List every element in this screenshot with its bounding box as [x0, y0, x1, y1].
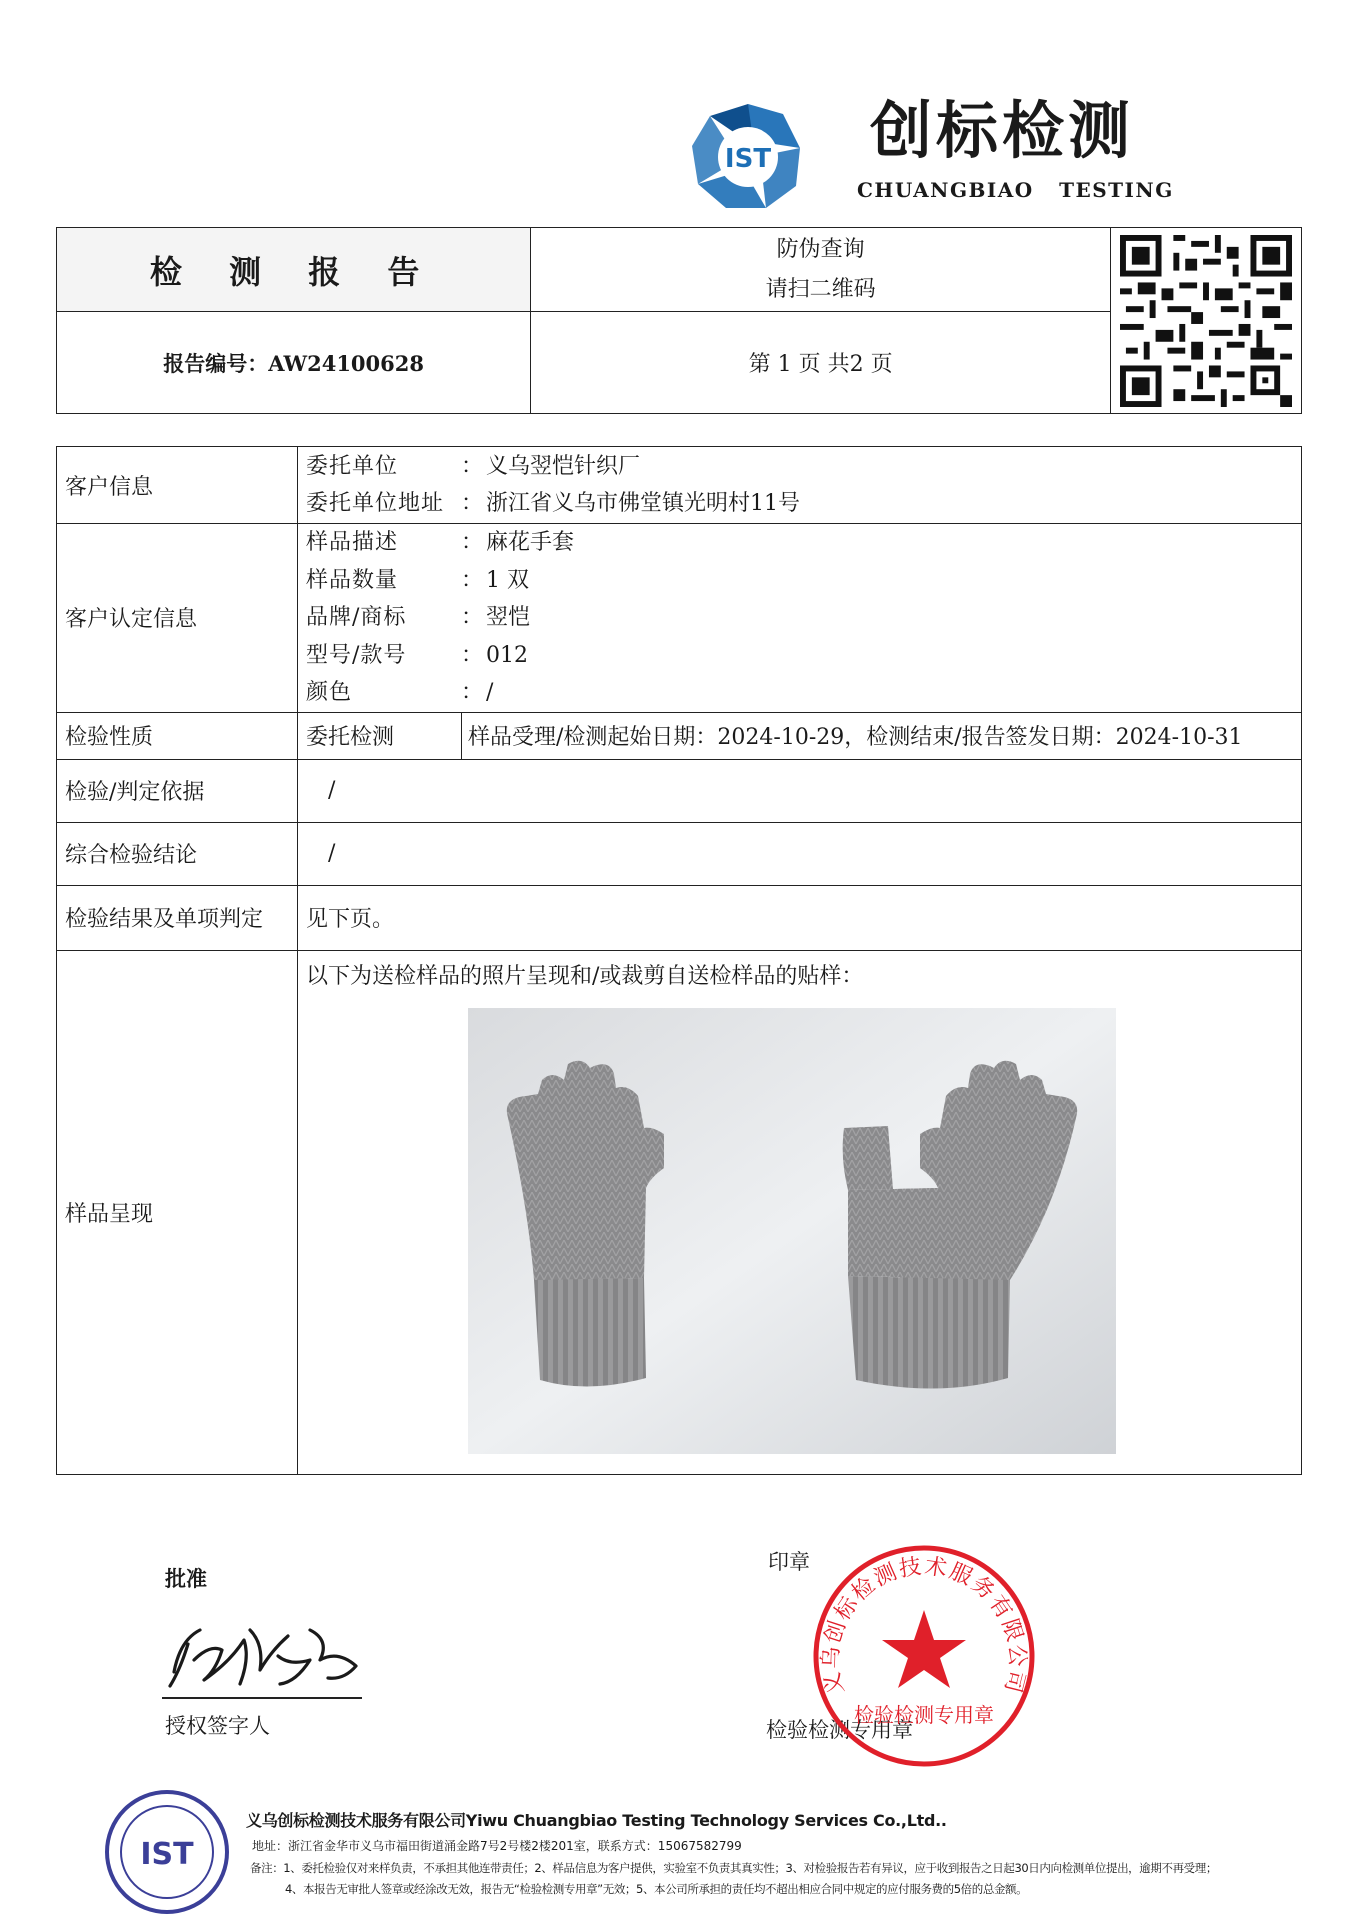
confirmed-row: 样品描述 ： 麻花手套: [306, 530, 575, 555]
signature: [160, 1600, 370, 1700]
confirmed-info-label: 客户认定信息: [57, 524, 298, 713]
svg-text:IST: IST: [140, 1837, 194, 1872]
footer-note-1: 备注：1、委托检验仅对来样负责，不承担其他连带责任；2、样品信息为客户提供，实验室不负责其真实性；3、对检验报告若有异议，应于收到报告之日起30日内向检测单位提出，逾期不再受理；: [250, 1861, 1217, 1875]
report-title: 检 测 报 告: [57, 228, 531, 312]
inspection-dates: 样品受理/检测起始日期：2024-10-29，检测结束/报告签发日期：2024-10-31: [462, 712, 1302, 759]
approve-label: 批准: [165, 1566, 207, 1591]
basis-value: /: [298, 759, 1302, 822]
client-row: 委托单位地址 ： 浙江省义乌市佛堂镇光明村11号: [306, 491, 800, 516]
confirmed-row: 颜色 ： /: [306, 680, 494, 705]
brand-name-cn: 创标检测: [870, 94, 1135, 167]
qr-cell: [1111, 228, 1302, 414]
signature-line: [162, 1697, 362, 1699]
report-number: 报告编号：AW24100628: [57, 312, 531, 414]
footer-company: 义乌创标检测技术服务有限公司Yiwu Chuangbiao Testing Technology Services Co.,Ltd..: [246, 1811, 947, 1830]
report-header-table: [56, 227, 1302, 414]
confirmed-row: 型号/款号 ： 012: [306, 642, 528, 668]
client-info: [298, 447, 1302, 524]
conclusion-label: 综合检验结论: [57, 822, 298, 885]
confirmed-info: [298, 524, 1302, 713]
sample-cell: [298, 950, 1302, 1474]
client-row: 委托单位 ： 义乌翌恺针织厂: [306, 453, 641, 479]
inspection-nature-label: 检验性质: [57, 712, 298, 759]
footer-ist-seal-logo: [103, 1788, 231, 1916]
brand-name-en: CHUANGBIAO TESTING: [857, 178, 1174, 202]
sample-label: 样品呈现: [57, 950, 298, 1474]
seal-label: 印章: [768, 1550, 810, 1574]
svg-text:检验检测专用章: 检验检测专用章: [854, 1703, 994, 1727]
footer-note-2: 4、本报告无审批人签章或经涂改无效，报告无“检验检测专用章”无效；5、本公司所承担的责任均不超出相应合同中规定的应付服务费的5倍的总金额。: [285, 1882, 1028, 1896]
inspection-nature-value: 委托检测: [298, 712, 462, 759]
confirmed-row: 样品数量 ： 1 双: [306, 567, 529, 593]
svg-text:义乌创标检测技术服务有限公司: 义乌创标检测技术服务有限公司: [818, 1554, 1030, 1697]
anti-fake-query: [531, 228, 1111, 312]
results-value: 见下页。: [298, 885, 1302, 950]
qr-code-icon[interactable]: [1120, 235, 1292, 407]
signer-label: 授权签字人: [165, 1714, 270, 1738]
anti-fake-line2: 请扫二维码: [765, 276, 876, 302]
seal-type-label: 检验检测专用章: [766, 1718, 913, 1742]
client-info-label: 客户信息: [57, 447, 298, 524]
results-label: 检验结果及单项判定: [57, 885, 298, 950]
company-seal: [808, 1540, 1040, 1772]
footer-address: 地址：浙江省金华市义乌市福田街道涌金路7号2号楼2楼201室，联系方式：15067582799: [252, 1839, 742, 1853]
sample-caption: 以下为送检样品的照片呈现和/或裁剪自送检样品的贴样：: [306, 963, 864, 989]
svg-text:IST: IST: [724, 144, 772, 174]
page-indicator: 第 1 页 共2 页: [531, 312, 1111, 414]
conclusion-value: /: [298, 822, 1302, 885]
basis-label: 检验/判定依据: [57, 759, 298, 822]
sample-photo: [468, 1008, 1116, 1454]
confirmed-row: 品牌/商标 ： 翌恺: [306, 605, 531, 630]
anti-fake-line1: 防伪查询: [776, 236, 865, 262]
ist-logo: [688, 100, 808, 212]
report-info-table: [56, 446, 1302, 1475]
